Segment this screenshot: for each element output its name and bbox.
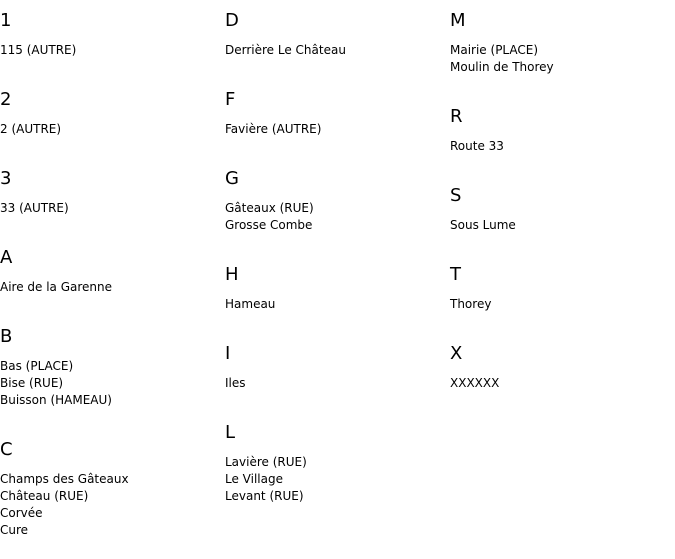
street-link[interactable]: Aire de la Garenne [0,280,113,294]
street-link[interactable]: Moulin de Thorey [450,60,554,74]
letter-group [450,333,675,392]
letter-group [450,96,675,155]
street-link[interactable]: XXXXXX [450,376,500,390]
street-item [450,138,675,155]
letter-group [0,79,225,138]
letter-heading: L [225,422,236,443]
street-list [0,471,225,539]
street-item [450,296,675,313]
street-item [0,488,225,505]
street-link[interactable]: Gâteaux (RUE) [225,201,314,215]
street-link[interactable]: Levant (RUE) [225,489,304,503]
letter-group [0,158,225,217]
letter-heading: X [450,343,463,364]
street-item [225,471,450,488]
letter-heading: A [0,247,13,268]
street-link[interactable]: Château (RUE) [0,489,89,503]
street-item [225,375,450,392]
street-list [450,375,675,392]
street-list [0,279,225,296]
street-link[interactable]: Thorey [450,297,492,311]
street-item [0,121,225,138]
street-list [225,375,450,392]
street-list [225,296,450,313]
street-list [0,200,225,217]
street-item [0,505,225,522]
street-item [225,42,450,59]
street-link[interactable]: Grosse Combe [225,218,313,232]
street-link[interactable]: Bas (PLACE) [0,359,74,373]
letter-heading: 2 [0,89,12,110]
street-item [0,200,225,217]
letter-group [450,0,675,76]
street-link[interactable]: Le Village [225,472,283,486]
street-item [225,296,450,313]
street-list [450,42,675,76]
street-item [0,522,225,539]
street-item [0,471,225,488]
street-item [0,42,225,59]
street-item [225,488,450,505]
letter-heading: M [450,10,466,31]
street-link[interactable]: Iles [225,376,246,390]
street-link[interactable]: Derrière Le Château [225,43,346,57]
street-list [450,296,675,313]
letter-heading: T [450,264,461,285]
street-link[interactable]: Sous Lume [450,218,516,232]
street-list [0,121,225,138]
street-link[interactable]: Corvée [0,506,43,520]
letter-heading: B [0,326,13,347]
letter-group [450,254,675,313]
letter-heading: C [0,439,13,460]
letter-group [225,412,450,505]
street-link[interactable]: 2 (AUTRE) [0,122,62,136]
street-link[interactable]: 33 (AUTRE) [0,201,69,215]
letter-group [225,158,450,234]
street-item [450,375,675,392]
street-item [0,358,225,375]
street-link[interactable]: Mairie (PLACE) [450,43,539,57]
letter-group [0,0,225,59]
street-link[interactable]: Bise (RUE) [0,376,64,390]
letter-heading: R [450,106,463,127]
letter-heading: G [225,168,239,189]
letter-heading: S [450,185,462,206]
street-link[interactable]: Champs des Gâteaux [0,472,129,486]
letter-heading: 3 [0,168,12,189]
index-column-3 [450,0,675,412]
street-list [0,358,225,409]
street-list [225,121,450,138]
street-item [450,217,675,234]
street-item [225,200,450,217]
letter-group [225,0,450,59]
street-list [0,42,225,59]
street-item [0,392,225,409]
street-item [450,42,675,59]
street-item [450,59,675,76]
street-link[interactable]: Hameau [225,297,276,311]
letter-heading: H [225,264,239,285]
letter-heading: 1 [0,10,12,31]
letter-group [0,316,225,409]
letter-heading: I [225,343,231,364]
letter-group [0,237,225,296]
street-list [225,454,450,505]
street-link[interactable]: Lavière (RUE) [225,455,307,469]
street-item [225,217,450,234]
street-list [225,200,450,234]
street-list [450,138,675,155]
street-link[interactable]: Cure [0,523,29,537]
street-link[interactable]: Favière (AUTRE) [225,122,322,136]
index-column-1 [0,0,225,559]
street-link[interactable]: Route 33 [450,139,504,153]
street-link[interactable]: 115 (AUTRE) [0,43,77,57]
street-link[interactable]: Buisson (HAMEAU) [0,393,112,407]
letter-group [225,333,450,392]
street-list [225,42,450,59]
letter-group [225,79,450,138]
letter-group [225,254,450,313]
index-column-2 [225,0,450,525]
street-item [0,375,225,392]
street-list [450,217,675,234]
letter-group [0,429,225,539]
street-item [225,121,450,138]
street-item [225,454,450,471]
letter-heading: D [225,10,239,31]
letter-heading: F [225,89,236,110]
street-item [0,279,225,296]
letter-group [450,175,675,234]
